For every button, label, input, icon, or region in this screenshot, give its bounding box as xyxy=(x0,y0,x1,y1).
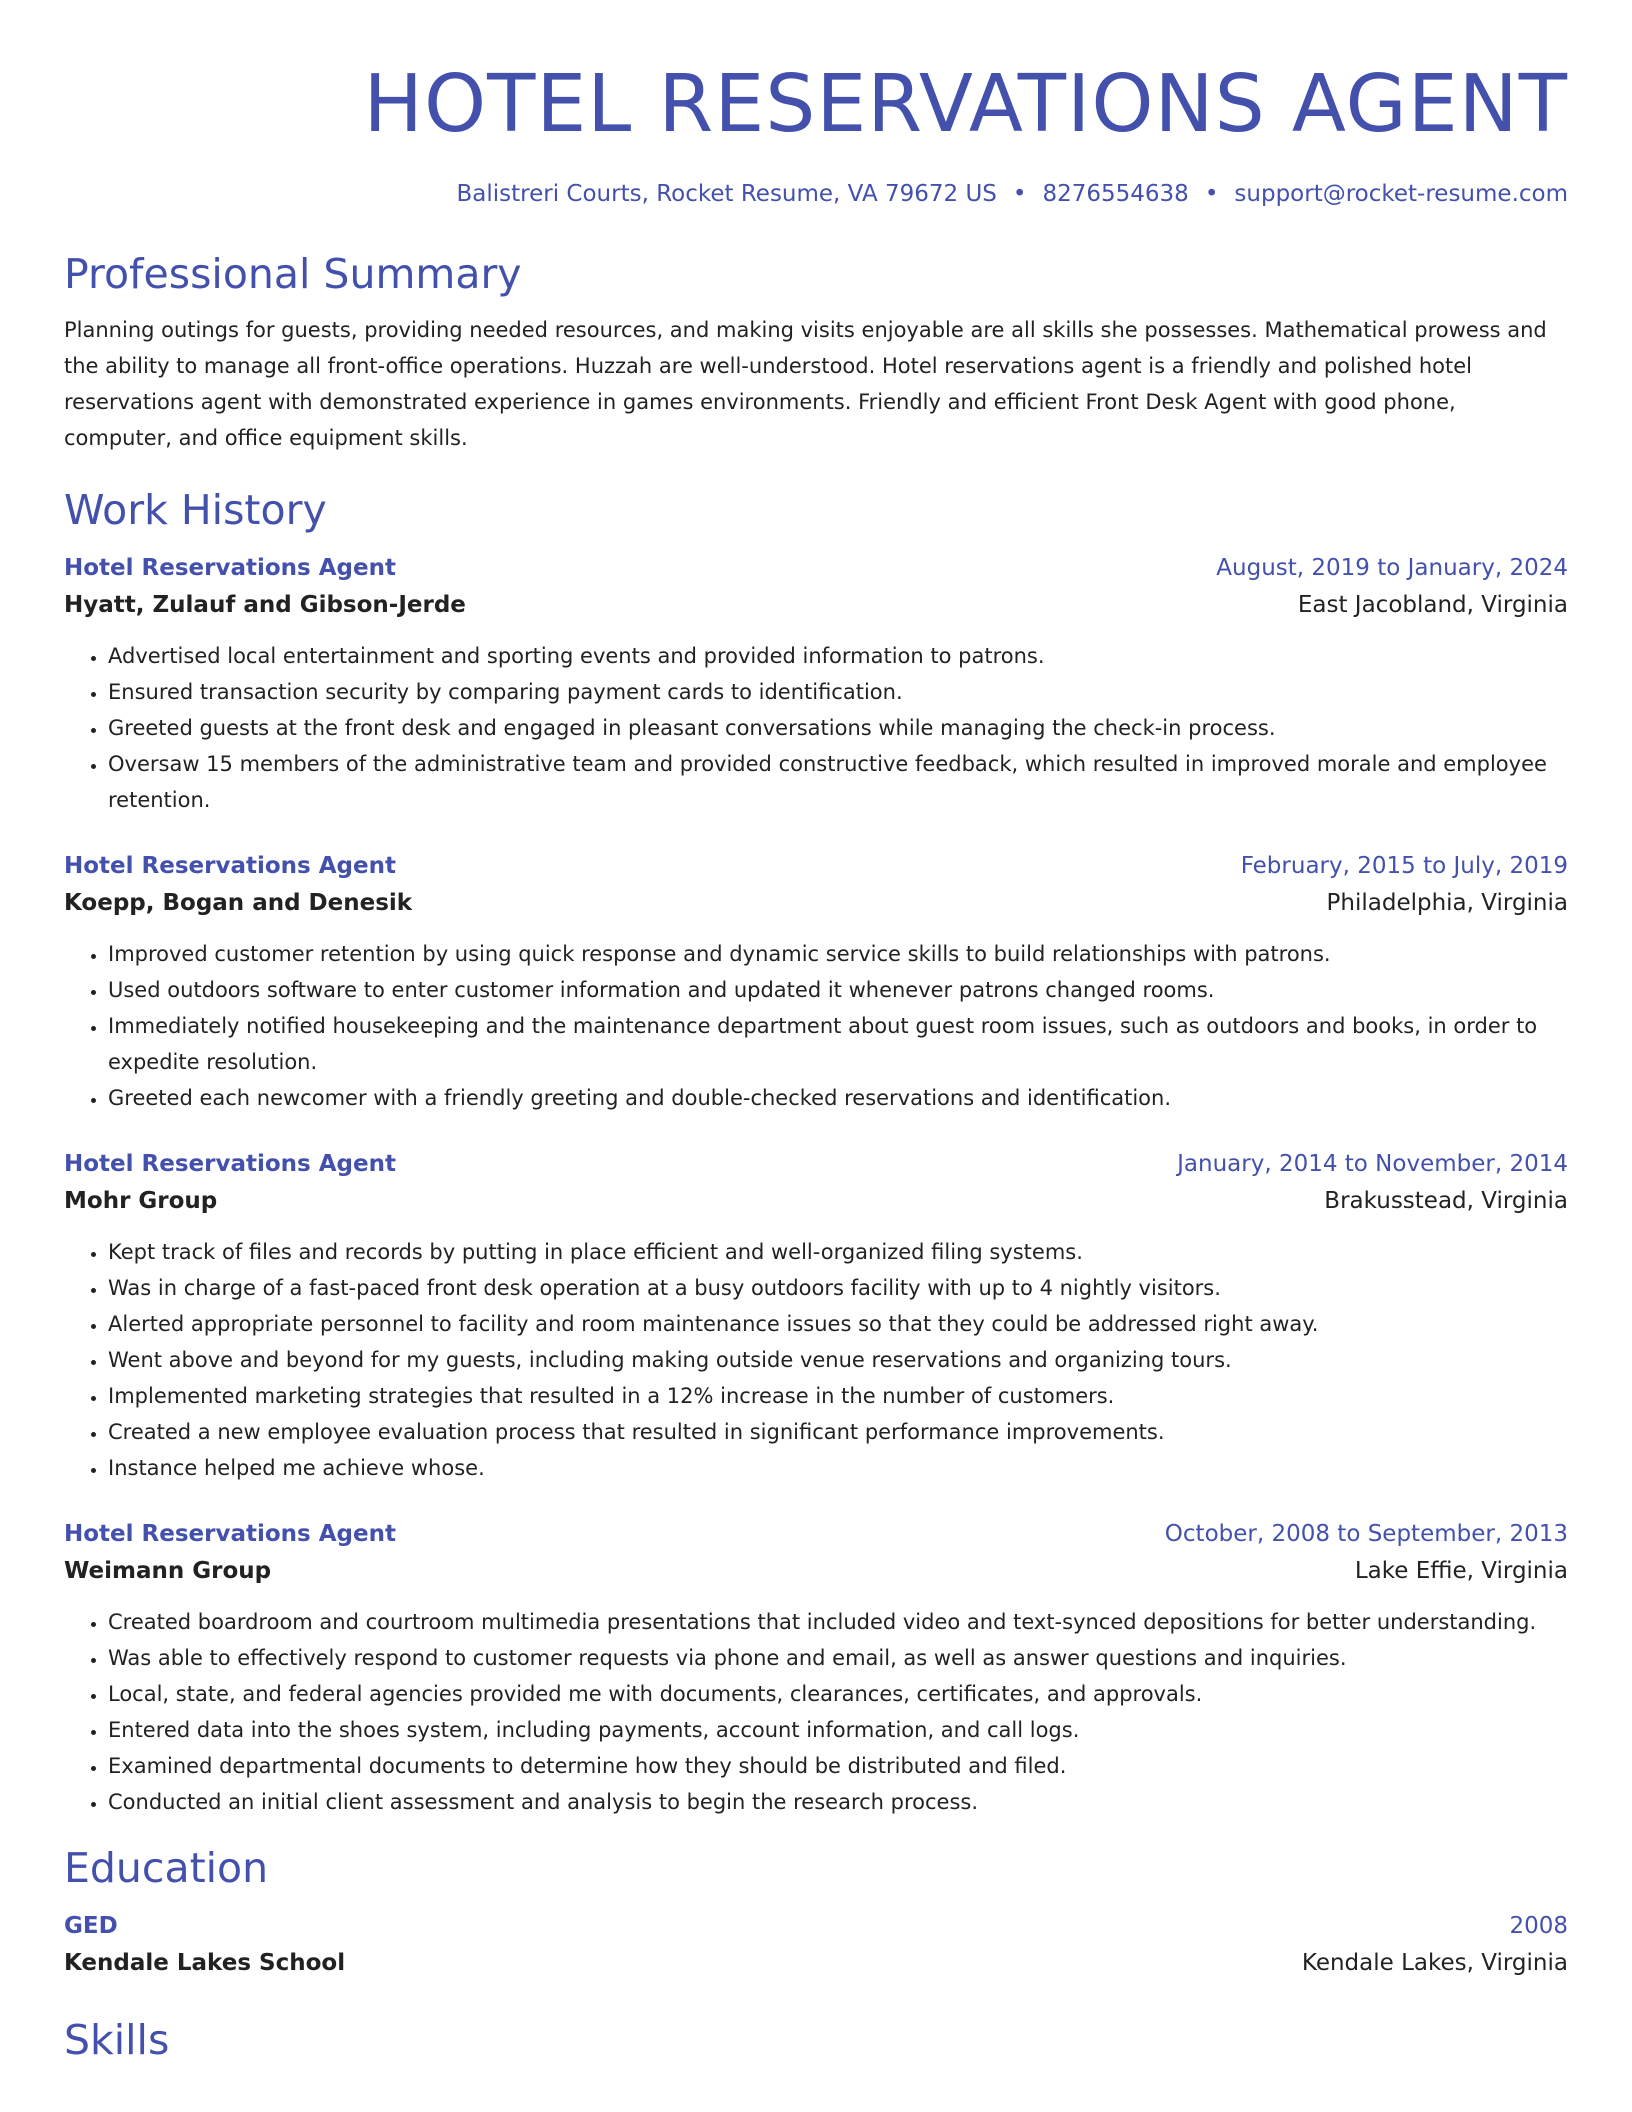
job-dates: August, 2019 to January, 2024 xyxy=(1216,555,1568,581)
contact-phone: 8276554638 xyxy=(1042,181,1189,207)
summary-text: Planning outings for guests, providing needed resources, and making visits enjoyable are all skills she possesses. Mathematical prowess and the ability to manage all front-office operations. Huzzah are well-understood. Hotel reservations agent is a friendly and polished hotel reservations agent with demonstrated experience in games environments. Friendly and efficient Front Desk Agent with good phone, computer, and office equipment skills. xyxy=(64,318,1547,450)
job-bullet: • Instance helped me achieve whose. xyxy=(108,1450,1568,1486)
job-dates: October, 2008 to September, 2013 xyxy=(1164,1521,1568,1547)
job-bullet: • Improved customer retention by using quick response and dynamic service skills to build relationships with patrons. xyxy=(108,936,1568,972)
job-bullet: • Immediately notified housekeeping and the maintenance department about guest room issues, such as outdoors and books, in order to expedite resolution. xyxy=(108,1008,1568,1080)
job-role: Hotel Reservations Agent xyxy=(64,1521,396,1547)
job-bullet: • Local, state, and federal agencies provided me with documents, clearances, certificates, and approvals. xyxy=(108,1676,1568,1712)
job-bullet: • Was in charge of a fast-paced front desk operation at a busy outdoors facility with up to 4 nightly visitors. xyxy=(108,1270,1568,1306)
education-location: Kendale Lakes, Virginia xyxy=(1301,1950,1568,1976)
contact-address: Balistreri Courts, Rocket Resume, VA 79672 US xyxy=(456,181,997,207)
job-bullet: • Oversaw 15 members of the administrative team and provided constructive feedback, which resulted in improved morale and employee retention. xyxy=(108,746,1568,818)
contact-separator: • xyxy=(1204,181,1219,207)
job-bullet: • Alerted appropriate personnel to facility and room maintenance issues so that they could be addressed right away. xyxy=(108,1306,1568,1342)
job-bullets xyxy=(64,638,1568,818)
job-title-row xyxy=(64,1516,1568,1552)
education-degree: GED xyxy=(64,1913,118,1939)
education-degree-row xyxy=(64,1908,1568,1944)
job-title-row xyxy=(64,848,1568,884)
job-company-row xyxy=(64,586,1568,624)
work-history-heading: Work History xyxy=(64,486,327,534)
education-entry xyxy=(64,1908,1568,1982)
job-role: Hotel Reservations Agent xyxy=(64,555,396,581)
resume-page xyxy=(64,0,1568,2066)
job-bullet: • Examined departmental documents to determine how they should be distributed and filed. xyxy=(108,1748,1568,1784)
job-company: Mohr Group xyxy=(64,1188,218,1214)
job-dates: January, 2014 to November, 2014 xyxy=(1177,1151,1568,1177)
job-location: Philadelphia, Virginia xyxy=(1326,890,1568,916)
education-school-row xyxy=(64,1944,1568,1982)
job-role: Hotel Reservations Agent xyxy=(64,853,396,879)
job-company: Hyatt, Zulauf and Gibson-Jerde xyxy=(64,592,466,618)
contact-email: support@rocket-resume.com xyxy=(1234,181,1568,207)
job-bullet: • Greeted guests at the front desk and engaged in pleasant conversations while managing the check-in process. xyxy=(108,710,1568,746)
job-company-row xyxy=(64,1182,1568,1220)
job-bullets xyxy=(64,936,1568,1116)
job-title-row xyxy=(64,1146,1568,1182)
job-bullet: • Ensured transaction security by comparing payment cards to identification. xyxy=(108,674,1568,710)
job-bullets xyxy=(64,1234,1568,1486)
job-entry xyxy=(64,1146,1568,1486)
job-bullet: • Created a new employee evaluation process that resulted in significant performance improvements. xyxy=(108,1414,1568,1450)
job-bullet: • Went above and beyond for my guests, including making outside venue reservations and organizing tours. xyxy=(108,1342,1568,1378)
job-dates: February, 2015 to July, 2019 xyxy=(1240,853,1568,879)
skills-heading: Skills xyxy=(64,2016,170,2064)
job-location: Brakusstead, Virginia xyxy=(1324,1188,1568,1214)
job-company: Weimann Group xyxy=(64,1558,272,1584)
job-bullet: • Implemented marketing strategies that resulted in a 12% increase in the number of customers. xyxy=(108,1378,1568,1414)
job-bullets xyxy=(64,1604,1568,1820)
job-bullet: • Greeted each newcomer with a friendly greeting and double-checked reservations and identification. xyxy=(108,1080,1568,1116)
job-location: Lake Effie, Virginia xyxy=(1354,1558,1568,1584)
job-company-row xyxy=(64,884,1568,922)
job-bullet: • Conducted an initial client assessment and analysis to begin the research process. xyxy=(108,1784,1568,1820)
job-location: East Jacobland, Virginia xyxy=(1297,592,1568,618)
candidate-name: HOTEL RESERVATIONS AGENT xyxy=(363,58,1568,150)
education-heading: Education xyxy=(64,1844,269,1892)
job-bullet: • Was able to effectively respond to customer requests via phone and email, as well as answer questions and inquiries. xyxy=(108,1640,1568,1676)
summary-heading: Professional Summary xyxy=(64,250,522,298)
job-company: Koepp, Bogan and Denesik xyxy=(64,890,413,916)
contact-separator: • xyxy=(1012,181,1027,207)
resume-header xyxy=(64,56,1568,210)
job-company-row xyxy=(64,1552,1568,1590)
job-entry xyxy=(64,550,1568,818)
job-bullet: • Advertised local entertainment and sporting events and provided information to patrons. xyxy=(108,638,1568,674)
job-bullet: • Entered data into the shoes system, including payments, account information, and call logs. xyxy=(108,1712,1568,1748)
job-entry xyxy=(64,848,1568,1116)
job-bullet: • Used outdoors software to enter customer information and updated it whenever patrons changed rooms. xyxy=(108,972,1568,1008)
job-role: Hotel Reservations Agent xyxy=(64,1151,396,1177)
job-title-row xyxy=(64,550,1568,586)
job-bullet: • Created boardroom and courtroom multimedia presentations that included video and text-synced depositions for better understanding. xyxy=(108,1604,1568,1640)
job-entry xyxy=(64,1516,1568,1820)
education-school: Kendale Lakes School xyxy=(64,1950,346,1976)
contact-line xyxy=(64,178,1568,210)
job-bullet: • Kept track of files and records by putting in place efficient and well-organized filing systems. xyxy=(108,1234,1568,1270)
education-year: 2008 xyxy=(1509,1913,1568,1939)
